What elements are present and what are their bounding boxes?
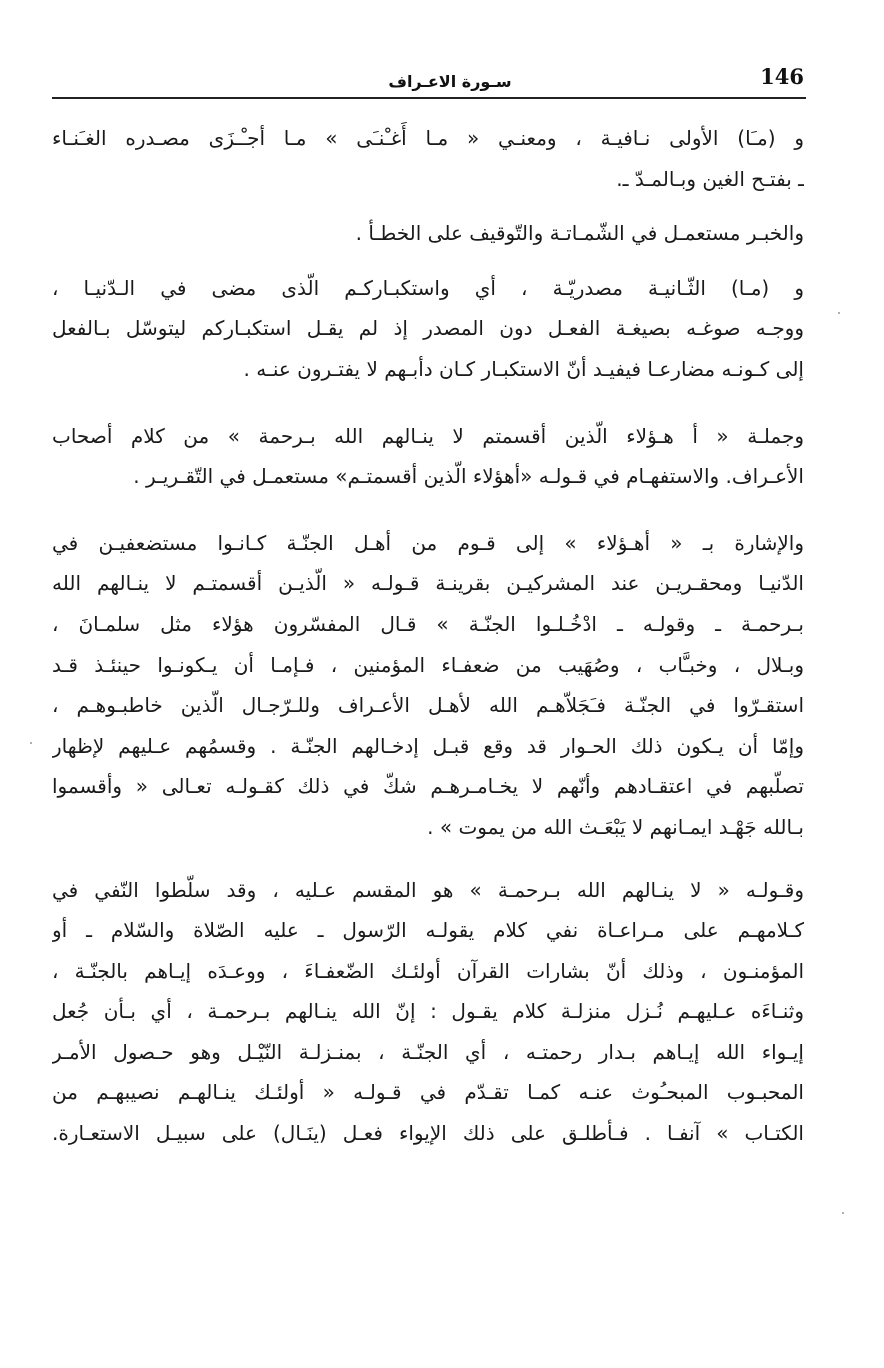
text-line: بـالله جَهْـد ايمـانهم لا يَبْعَـث الله من يموت » . (427, 814, 804, 839)
scan-speck (30, 742, 32, 744)
page-number: 146 (760, 64, 804, 89)
text-line: والإشارة بـ « أهـؤلاء » إلى قـوم من أهـل الجنّـة كـانـوا مستضعفيـن في (52, 530, 804, 555)
text-line: الكتـاب » آنفـا . فـأطلـق على ذلك الإيواء فعـل (ينَـال) على سبيـل الاستعـارة. (52, 1121, 804, 1146)
paragraph-2 (52, 213, 804, 254)
text-line: وثنـاءَه عـليهـم نُـزل منزلـة كلام يقـول : إنّ الله ينـالهم بـرحمـة ، أي بـأن جُعل (52, 999, 804, 1024)
paragraph-4 (52, 416, 804, 497)
text-line: المحبـوب المبحـُوث عنـه كمـا تقـدّم في قـولـه « أولئـك ينـالهـم نصيبهـم من (52, 1080, 804, 1105)
text-line: بـرحمـة ـ وقولـه ـ ادْخُـلـوا الجنّـة » قـال المفسّرون هؤلاء مثل سلمـانَ ، (52, 611, 804, 636)
paragraph-5 (52, 523, 804, 848)
text-line: كـلامهـم على مـراعـاة نفي كلام يقولـه الرّسول ـ عليه الصّلاة والسّلام ـ أو (52, 918, 804, 943)
scan-speck (838, 312, 840, 314)
text-line: والخبـر مستعمـل في الشّمـاتـة والتّوقيف على الخطـأ . (355, 221, 804, 246)
text-line: و (مـَا) الأولى نـافيـة ، ومعنـي « مـا أَغـْنـَى » مـا أجـْـزَى مصـدره الغـَنـاء (52, 126, 804, 150)
text-line: الأعـراف. والاستفهـام في قـولـه «أهؤلاء الّذين أقسمتـم» مستعمـل في التّقـريـر . (133, 464, 804, 489)
paragraph-6 (52, 870, 804, 1154)
paragraph-1 (52, 118, 804, 199)
text-line: و (مـا) الثّـانيـة مصدريّـة ، أي واستكبـاركـم الّذى مضى في الـدّنيـا ، (52, 275, 804, 300)
page-header (52, 58, 804, 98)
page-body (52, 118, 804, 1154)
header-rule (52, 97, 806, 99)
text-line: إلى كـونـه مضارعـا فيفيـد أنّ الاستكبـار كـان دأبـهم لا يفتـرون عنـه . (243, 356, 804, 381)
text-line: ـ بفتـح الغين وبـالمـدّ ـ. (616, 166, 804, 191)
text-line: تصلّبهم في اعتقـادهم وأنّهم لا يخـامـرهـم شكّ في ذلك كقـولـه تعـالى « وأقسموا (52, 774, 804, 799)
text-line: المؤمنـون ، وذلك أنّ بشارات القرآن أولئـك الضّعفـاءَ ، ووعـدَه إيـاهم بالجنّـة ، (52, 958, 804, 983)
text-line: إيـواء الله إيـاهم بـدار رحمتـه ، أي الجنّـة ، بمنـزلـة النّيْـل وهو حـصول الأمـر (52, 1039, 804, 1064)
text-line: وجملـة « أ هـؤلاء الّذين أقسمتم لا ينـالهم الله بـرحمة » من كلام أصحاب (52, 423, 804, 448)
text-line: استقـرّوا في الجنّـة فـَجَلاّهـم الله لأهـل الأعـراف وللـرّجـال الّذين خاطبـوهـم ، (52, 693, 804, 718)
text-line: الدّنيـا ومحقـريـن عند المشركيـن بقرينـة قـولـه « الّذيـن أقسمتـم لا ينـالهم الله (52, 571, 804, 596)
paragraph-3 (52, 268, 804, 390)
text-line: ووجـه صوغـه بصيغـة الفعـل دون المصدر إذ لم يقـل استكبـاركم ليتوسّل بـالفعل (52, 316, 804, 341)
text-line: وبـلال ، وخبـَّاب ، وصُهَيب من ضعفـاء المؤمنين ، فـإمـا أن يـكونـوا حينئـذ قـد (52, 652, 804, 677)
text-line: وقـولـه « لا ينـالهم الله بـرحمـة » هو المقسم عـليه ، وقد سلّطوا النّفي في (52, 877, 804, 902)
scan-speck (842, 1212, 844, 1214)
text-line: وإمّا أن يـكون ذلك الحـوار قد وقع قبـل إدخـالهم الجنّـة . وقسمُهم عـليهم لإظهار (52, 733, 804, 758)
surah-title: سـورة الاعـراف (388, 72, 512, 91)
